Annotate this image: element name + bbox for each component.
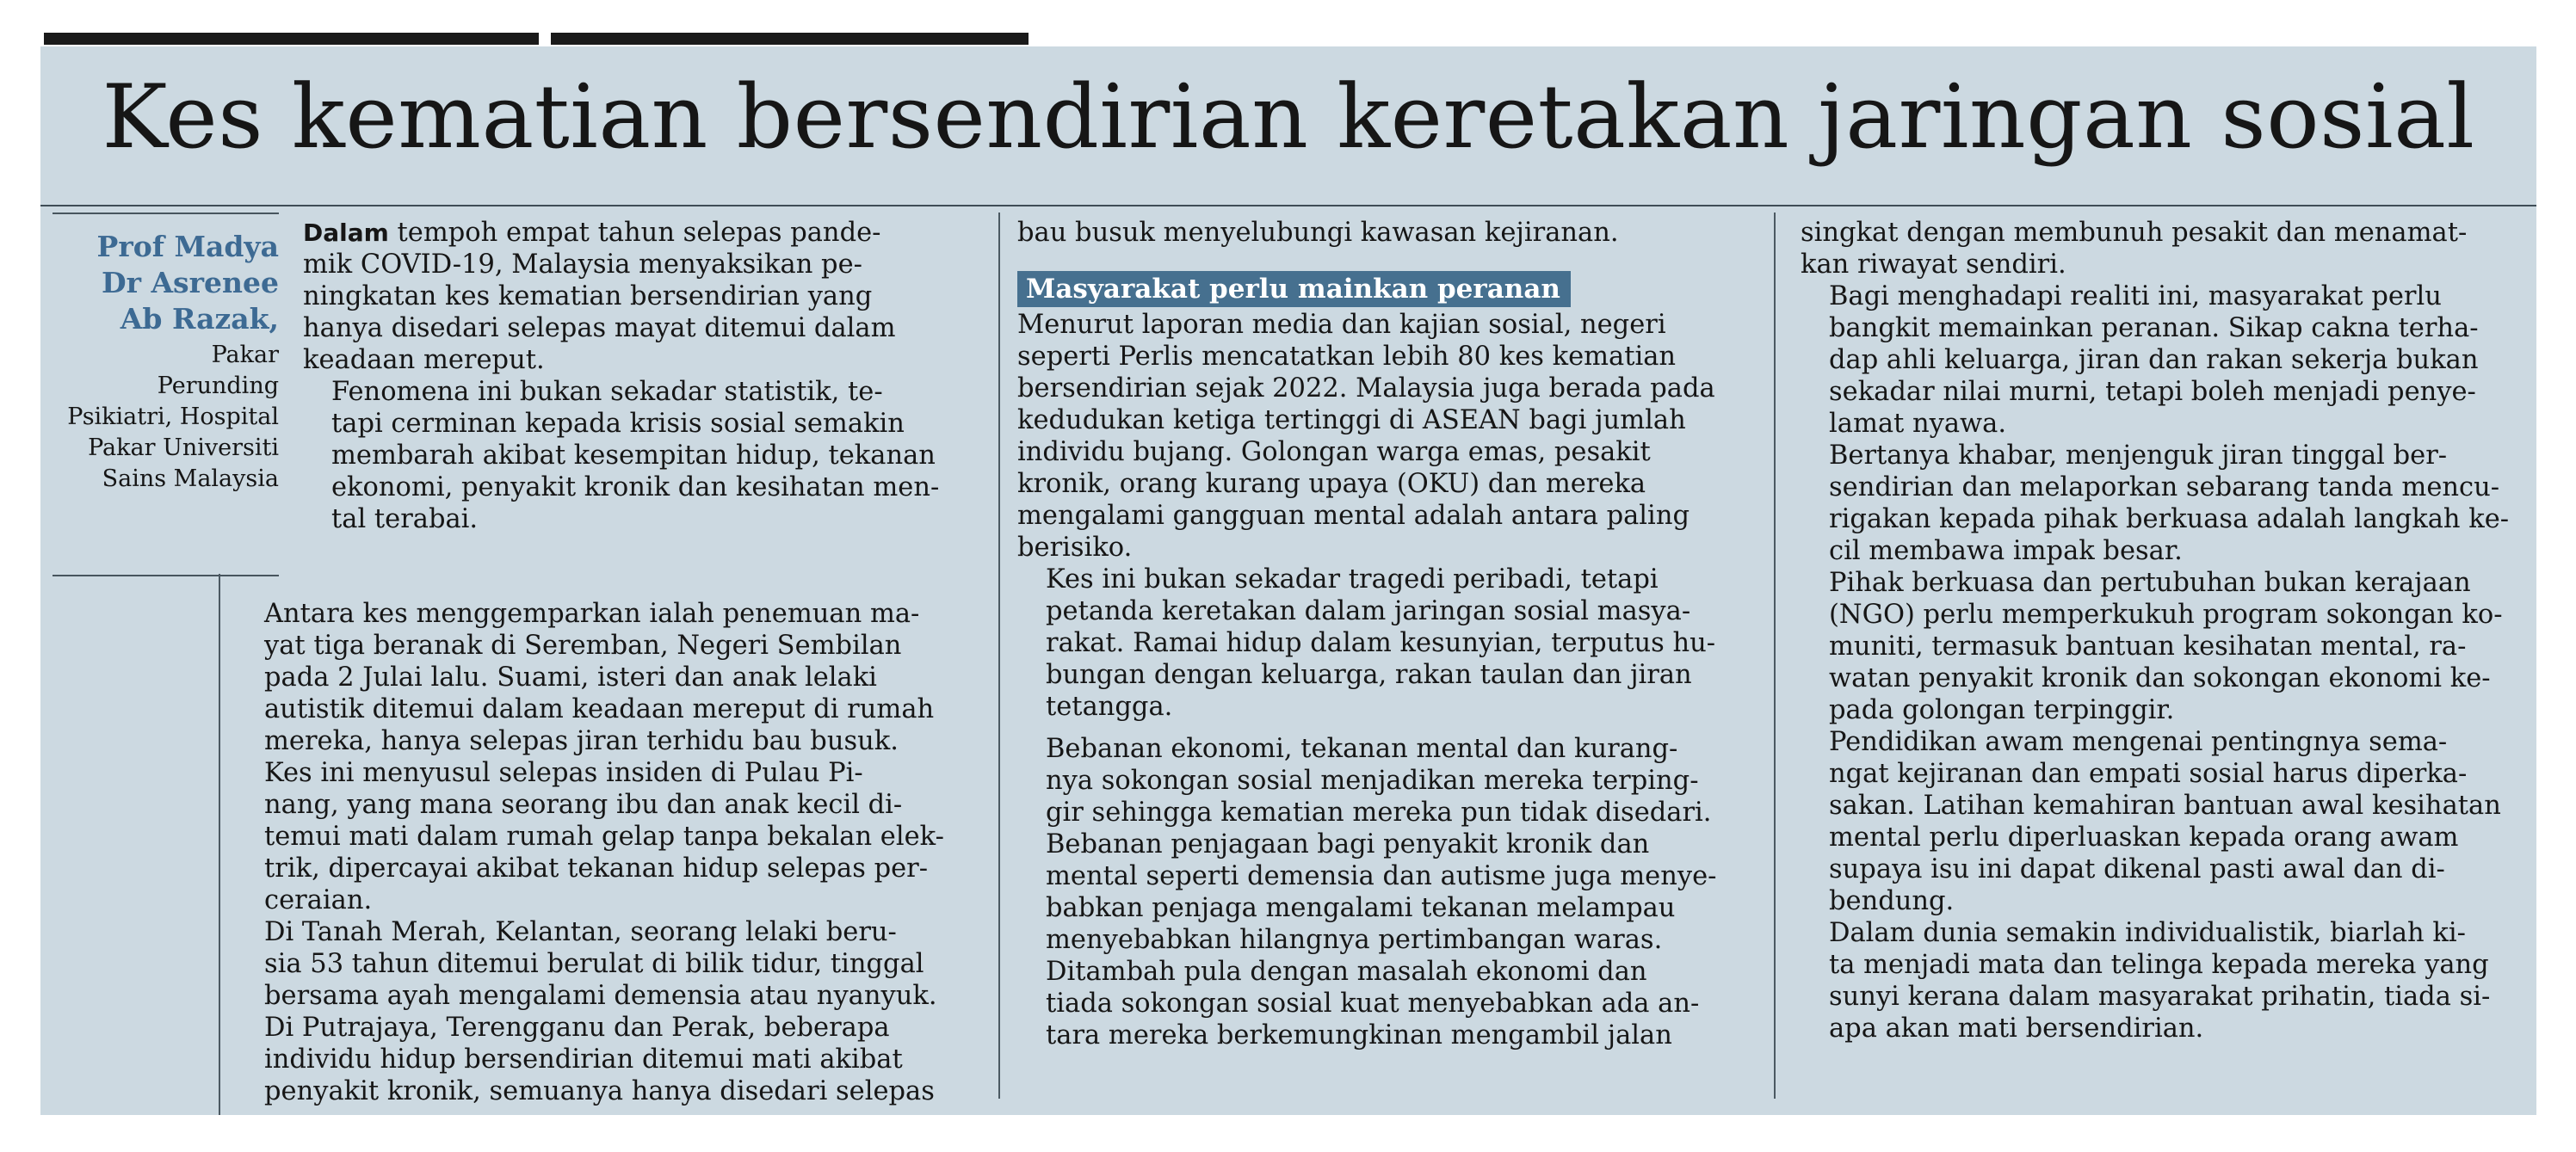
paragraph	[1801, 726, 2532, 917]
text-line: pada 2 Julai lalu. Suami, isteri dan anak lelaki	[264, 662, 877, 693]
text-line: nang, yang mana seorang ibu dan anak kecil di-	[264, 790, 903, 820]
subhead-wrap	[1017, 271, 1759, 309]
column-2	[1017, 217, 1759, 1051]
text-line: ta menjadi mata dan telinga kepada mereka yang	[1829, 950, 2489, 980]
paragraph	[1017, 829, 1759, 956]
text-line: Bebanan penjagaan bagi penyakit kronik dan	[1046, 829, 1650, 859]
text-line: membarah akibat kesempitan hidup, tekanan	[331, 440, 936, 471]
text-line: rigakan kepada pihak berkuasa adalah langkah ke-	[1829, 504, 2510, 534]
author-name-line: Dr Asrenee	[101, 266, 279, 299]
text-line: lamat nyawa.	[1829, 409, 2007, 439]
column-1-lower	[236, 598, 983, 1107]
text-line: Kes ini menyusul selepas insiden di Pulau Pi-	[264, 758, 863, 788]
text-line: nya sokongan sosial menjadikan mereka terping-	[1046, 766, 1699, 796]
column-rule-3	[1774, 213, 1776, 1099]
text-line: Bebanan ekonomi, tekanan mental dan kurang-	[1046, 734, 1678, 764]
text-line: bangkit memainkan peranan. Sikap cakna terha-	[1829, 313, 2479, 343]
text-line: tetangga.	[1046, 692, 1173, 722]
photo-edge-strip-left	[44, 33, 539, 45]
paragraph	[236, 1012, 983, 1107]
text-line: sekadar nilai murni, tetapi boleh menjadi penye-	[1829, 377, 2476, 407]
text-line: Menurut laporan media dan kajian sosial, negeri	[1017, 310, 1666, 340]
text-line: bendung.	[1829, 886, 1955, 916]
text-line: ngat kejiranan dan empati sosial harus diperka-	[1829, 759, 2468, 789]
text-line: kan riwayat sendiri.	[1801, 249, 2066, 280]
text-line: keadaan mereput.	[303, 345, 545, 375]
text-line: autistik ditemui dalam keadaan mereput di rumah	[264, 694, 935, 724]
text-line: tara mereka berkemungkinan mengambil jalan	[1046, 1020, 1672, 1050]
text-line: sakan. Latihan kemahiran bantuan awal kesihatan	[1829, 791, 2501, 821]
paragraph	[236, 757, 983, 916]
text-line: ningkatan kes kematian bersendirian yang	[303, 281, 873, 311]
author-box	[53, 213, 279, 576]
text-line: apa akan mati bersendirian.	[1829, 1013, 2204, 1044]
text-line-rest: tempoh empat tahun selepas pande-	[397, 218, 881, 248]
text-line: Antara kes menggemparkan ialah penemuan ma-	[264, 599, 920, 629]
text-line: cil membawa impak besar.	[1829, 536, 2183, 566]
author-name	[53, 214, 279, 337]
text-line: Fenomena ini bukan sekadar statistik, te-	[331, 377, 883, 407]
text-line: Ditambah pula dengan masalah ekonomi dan	[1046, 957, 1647, 987]
headline-rule	[40, 205, 2536, 206]
text-line: dap ahli keluarga, jiran dan rakan sekerja bukan	[1829, 345, 2479, 375]
text-line: Kes ini bukan sekadar tragedi peribadi, tetapi	[1046, 564, 1659, 594]
text-line: sunyi kerana dalam masyarakat prihatin, tiada si-	[1829, 982, 2491, 1012]
text-line: Pendidikan awam mengenai pentingnya sema-	[1829, 727, 2448, 757]
column-rule-2	[998, 213, 1000, 1099]
text-line: sendirian dan melaporkan sebarang tanda mencu-	[1829, 472, 2500, 502]
text-line: muniti, termasuk bantuan kesihatan mental, ra-	[1829, 631, 2467, 662]
paragraph	[236, 916, 983, 1012]
text-line: singkat dengan membunuh pesakit dan menamat-	[1801, 218, 2468, 248]
author-affiliation-line: Perunding	[157, 373, 279, 399]
author-affiliation-line: Pakar	[211, 342, 279, 368]
text-line: individu bujang. Golongan warga emas, pesakit	[1017, 437, 1651, 467]
text-line: ekonomi, penyakit kronik dan kesihatan men-	[331, 472, 940, 502]
paragraph	[1017, 309, 1759, 564]
text-line: tiada sokongan sosial kuat menyebabkan ada an-	[1046, 989, 1700, 1019]
paragraph	[236, 598, 983, 757]
paragraph	[1801, 440, 2532, 567]
text-line: Bertanya khabar, menjenguk jiran tinggal ber-	[1829, 440, 2448, 471]
text-line: bau busuk menyelubungi kawasan kejiranan.	[1017, 218, 1619, 248]
text-line: ceraian.	[264, 885, 373, 915]
text-line: mental perlu diperluaskan kepada orang awam	[1829, 822, 2459, 853]
paragraph	[303, 376, 983, 535]
text-line: hanya disedari selepas mayat ditemui dalam	[303, 313, 896, 343]
paragraph	[1017, 733, 1759, 829]
paragraph	[1017, 564, 1759, 723]
photo-edge-strip-right	[551, 33, 1029, 45]
text-line: Dalam dunia semakin individualistik, biarlah ki-	[1829, 918, 2466, 948]
text-line: Pihak berkuasa dan pertubuhan bukan kerajaan	[1829, 568, 2471, 598]
text-line: temui mati dalam rumah gelap tanpa bekalan elek-	[264, 822, 944, 852]
text-line: pada golongan terpinggir.	[1829, 695, 2175, 725]
paragraph	[303, 217, 983, 376]
text-line: seperti Perlis mencatatkan lebih 80 kes kematian	[1017, 342, 1677, 372]
text-line: mik COVID-19, Malaysia menyaksikan pe-	[303, 249, 862, 280]
newspaper-clipping	[40, 46, 2536, 1115]
text-line: mereka, hanya selepas jiran terhidu bau busuk.	[264, 726, 899, 756]
lead-word: Dalam	[303, 219, 389, 247]
headline: Kes kematian bersendirian keretakan jaringan sosial	[102, 66, 2475, 169]
text-line: rakat. Ramai hidup dalam kesunyian, terputus hu-	[1046, 628, 1716, 658]
text-line: Bagi menghadapi realiti ini, masyarakat perlu	[1829, 281, 2442, 311]
paragraph	[1017, 217, 1759, 249]
text-line: bersama ayah mengalami demensia atau nyanyuk.	[264, 981, 937, 1011]
author-affiliation-line: Sains Malaysia	[102, 465, 279, 492]
author-name-line: Prof Madya	[96, 230, 279, 263]
text-line: babkan penjaga mengalami tekanan melampau	[1046, 893, 1676, 923]
text-line: trik, dipercayai akibat tekanan hidup selepas per-	[264, 853, 929, 884]
text-line: menyebabkan hilangnya pertimbangan waras.	[1046, 925, 1663, 955]
text-line: mengalami gangguan mental adalah antara paling	[1017, 501, 1690, 531]
paragraph	[1801, 917, 2532, 1044]
paragraph	[1801, 567, 2532, 726]
paragraph	[1801, 217, 2532, 280]
author-affiliation	[53, 340, 279, 495]
text-line: bungan dengan keluarga, rakan taulan dan jiran	[1046, 660, 1692, 690]
text-line: yat tiga beranak di Seremban, Negeri Sembilan	[264, 631, 902, 661]
text-line: tal terabai.	[331, 504, 479, 534]
text-line: kedudukan ketiga tertinggi di ASEAN bagi jumlah	[1017, 405, 1686, 435]
text-line: (NGO) perlu memperkukuh program sokongan ko-	[1829, 600, 2503, 630]
text-line: Di Putrajaya, Terengganu dan Perak, beberapa	[264, 1013, 890, 1043]
text-line: Di Tanah Merah, Kelantan, seorang lelaki beru-	[264, 917, 897, 947]
column-3	[1801, 217, 2532, 1044]
author-affiliation-line: Psikiatri, Hospital	[67, 404, 279, 430]
paragraph	[1801, 280, 2532, 440]
text-line: tapi cerminan kepada krisis sosial semakin	[331, 409, 905, 439]
text-line: gir sehingga kematian mereka pun tidak disedari.	[1046, 798, 1712, 828]
text-line: watan penyakit kronik dan sokongan ekonomi ke-	[1829, 663, 2491, 693]
text-line: bersendirian sejak 2022. Malaysia juga berada pada	[1017, 373, 1715, 404]
author-name-line: Ab Razak,	[120, 302, 279, 336]
column-1-upper	[303, 217, 983, 535]
text-line: penyakit kronik, semuanya hanya disedari selepas	[264, 1076, 935, 1106]
paragraph	[1017, 956, 1759, 1051]
subhead: Masyarakat perlu mainkan peranan	[1017, 271, 1571, 307]
author-affiliation-line: Pakar Universiti	[88, 434, 279, 461]
text-line: petanda keretakan dalam jaringan sosial masya-	[1046, 596, 1691, 626]
text-line: supaya isu ini dapat dikenal pasti awal dan di-	[1829, 854, 2445, 884]
text-line: kronik, orang kurang upaya (OKU) dan mereka	[1017, 469, 1646, 499]
text-line: mental seperti demensia dan autisme juga menye-	[1046, 861, 1717, 891]
text-line: individu hidup bersendirian ditemui mati akibat	[264, 1044, 903, 1075]
text-line: sia 53 tahun ditemui berulat di bilik tidur, tinggal	[264, 949, 924, 979]
text-line	[303, 217, 983, 249]
column-rule-1	[219, 574, 220, 1115]
text-line: berisiko.	[1017, 533, 1133, 563]
